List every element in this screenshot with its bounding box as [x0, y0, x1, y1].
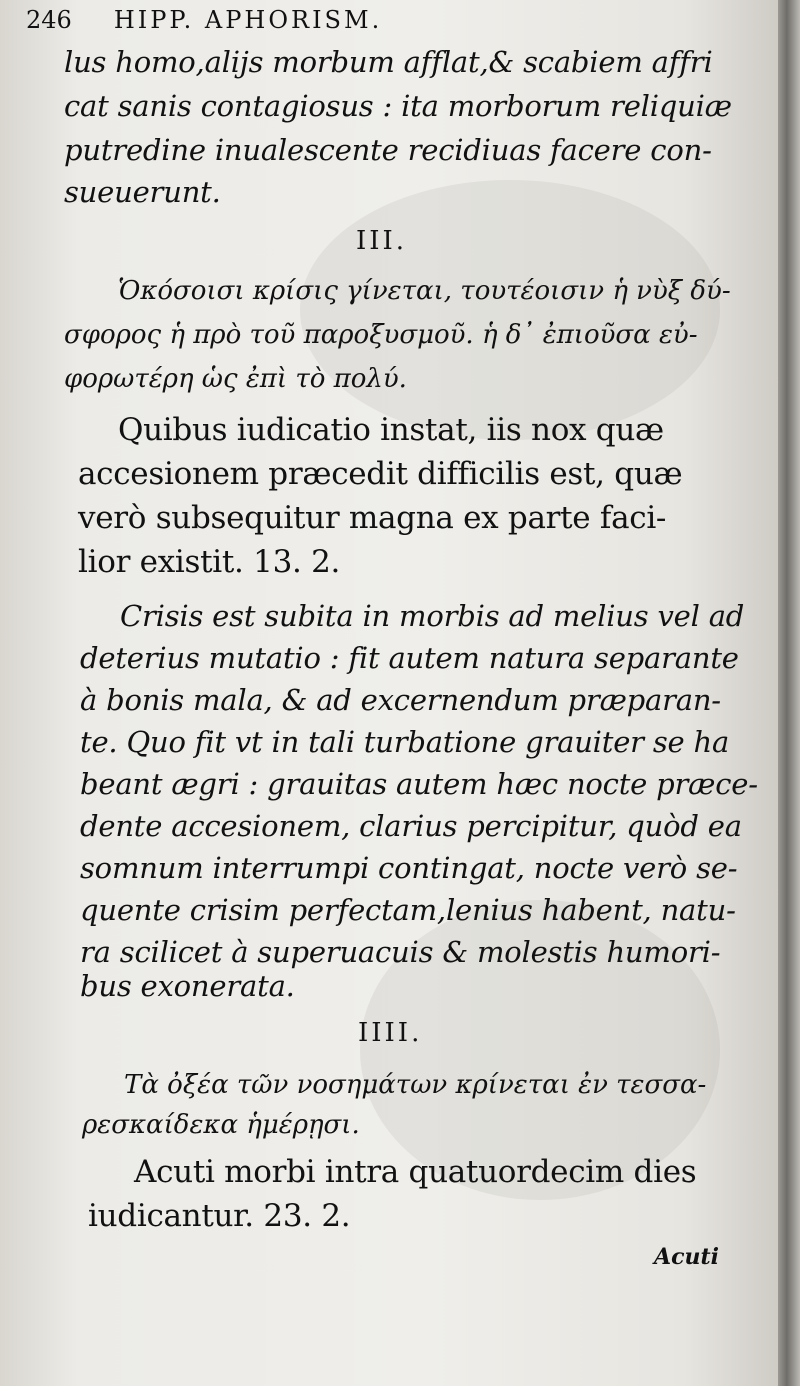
running-header — [26, 6, 382, 34]
aphorism-number: III. — [356, 226, 408, 256]
page-number: 246 — [26, 6, 72, 34]
latin-line: accesionem præcedit difficilis est, quæ — [78, 456, 683, 492]
book-spine-edge — [778, 0, 800, 1386]
commentary-line: bus exonerata. — [80, 969, 295, 1003]
commentary-line: somnum interrumpi contingat, nocte verò se- — [80, 851, 738, 885]
greek-line: Ὁκόσοισι κρίσις γίνεται, τουτέοισιν ἡ νὺξ δύ- — [118, 276, 731, 306]
greek-line: ρεσκαίδεκα ἡμέρῃσι. — [82, 1110, 360, 1140]
catchword: Acuti — [654, 1244, 719, 1270]
commentary-line: ra scilicet à superuacuis & molestis humori- — [80, 935, 721, 969]
continuation-line: cat sanis contagiosus : ita morborum reliquiæ — [64, 89, 732, 123]
commentary-line: Crisis est subita in morbis ad melius vel ad — [120, 599, 745, 633]
commentary-line: dente accesionem, clarius percipitur, quòd ea — [80, 809, 742, 843]
commentary-line: te. Quo fit vt in tali turbatione grauiter se ha — [80, 725, 730, 759]
latin-line: Quibus iudicatio instat, iis nox quæ — [118, 412, 664, 448]
latin-line: lior existit. 13. 2. — [78, 544, 341, 580]
latin-line: Acuti morbi intra quatuordecim dies — [134, 1154, 697, 1190]
continuation-line: putredine inualescente recidiuas facere con- — [64, 133, 712, 167]
commentary-line: quente crisim perfectam,lenius habent, natu- — [80, 893, 736, 927]
aphorism-number: IIII. — [358, 1018, 423, 1048]
greek-line: Τὰ ὀξέα τῶν νοσημάτων κρίνεται ἐν τεσσα- — [124, 1070, 707, 1100]
continuation-line: lus homo,alijs morbum afflat,& scabiem affri — [64, 45, 713, 79]
commentary-line: deterius mutatio : fit autem natura separante — [80, 641, 739, 675]
latin-line: iudicantur. 23. 2. — [88, 1198, 351, 1234]
latin-line: verò subsequitur magna ex parte faci- — [78, 500, 667, 536]
greek-line: σφορος ἡ πρὸ τοῦ παροξυσμοῦ. ἡ δ᾽ ἐπιοῦσα εὐ- — [64, 320, 698, 350]
greek-line: φορωτέρη ὡς ἐπὶ τὸ πολύ. — [64, 364, 407, 394]
commentary-line: à bonis mala, & ad excernendum præparan- — [80, 683, 721, 717]
continuation-line: sueuerunt. — [64, 175, 221, 209]
commentary-line: beant ægri : grauitas autem hæc nocte præce- — [80, 767, 758, 801]
running-title: HIPP. APHORISM. — [113, 6, 383, 34]
